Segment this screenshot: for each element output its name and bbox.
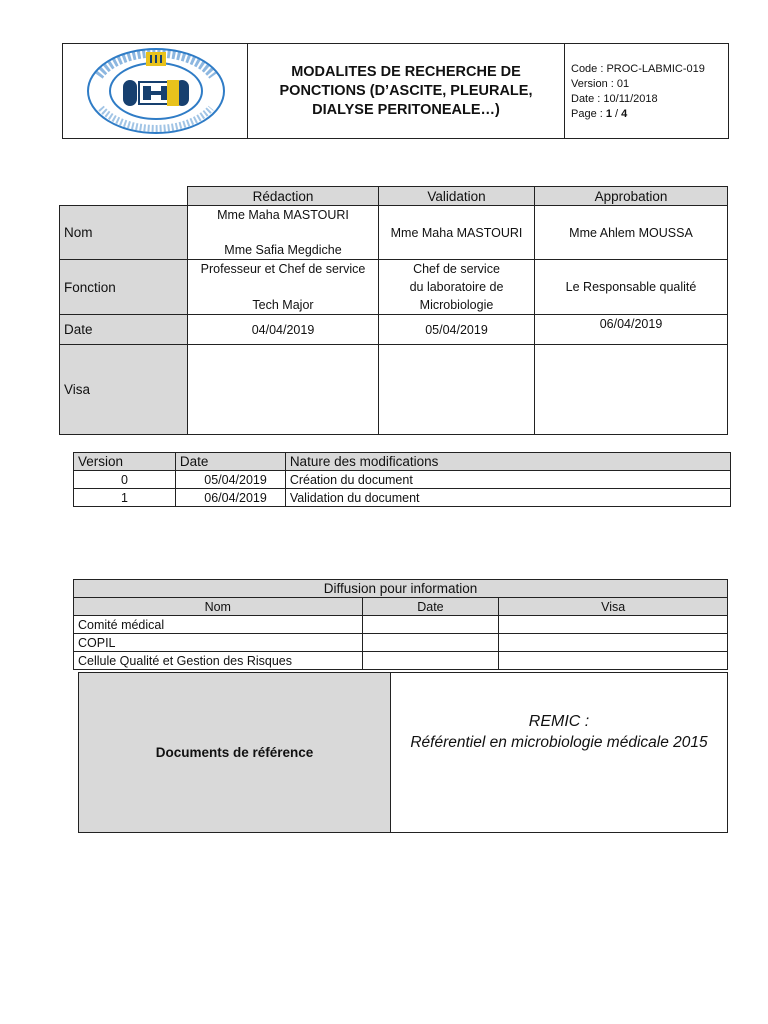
cell-visa-approbation	[535, 345, 728, 435]
document-header	[62, 43, 729, 139]
cell-nom-approbation: Mme Ahlem MOUSSA	[535, 206, 728, 260]
document-title: MODALITES DE RECHERCHE DE PONCTIONS (D’ASCITE, PLEURALE, DIALYSE PERITONEALE…)	[248, 44, 565, 138]
col-nature: Nature des modifications	[285, 453, 730, 471]
reference-text: Référentiel en microbiologie médicale 2015	[410, 734, 708, 751]
table-row: 1 06/04/2019 Validation du document	[74, 489, 731, 507]
diffusion-table	[73, 579, 728, 670]
cell-date-approbation: 06/04/2019	[535, 315, 728, 345]
table-row: Cellule Qualité et Gestion des Risques	[74, 652, 728, 670]
col-approbation: Approbation	[535, 187, 728, 206]
references-label: Documents de référence	[79, 673, 391, 832]
row-label-visa: Visa	[60, 345, 188, 435]
diffusion-title: Diffusion pour information	[74, 580, 728, 598]
document-meta	[565, 44, 728, 138]
row-label-date: Date	[60, 315, 188, 345]
col-version: Version	[74, 453, 176, 471]
references-block	[78, 672, 728, 833]
cell-fonction-validation: Chef de service du laboratoire de Microbiologie	[379, 260, 535, 315]
col-date: Date	[175, 453, 285, 471]
row-label-nom: Nom	[60, 206, 188, 260]
cell-visa-validation	[379, 345, 535, 435]
col-redaction: Rédaction	[188, 187, 379, 206]
col-visa: Visa	[499, 598, 728, 616]
cell-visa-redaction	[188, 345, 379, 435]
doc-version: Version : 01	[571, 78, 630, 90]
cell-date-redaction: 04/04/2019	[188, 315, 379, 345]
version-history-table	[73, 452, 731, 507]
table-row: COPIL	[74, 634, 728, 652]
cell-nom-validation: Mme Maha MASTOURI	[379, 206, 535, 260]
reference-title: REMIC :	[528, 713, 590, 730]
table-row: Comité médical	[74, 616, 728, 634]
cell-date-validation: 05/04/2019	[379, 315, 535, 345]
hospital-logo	[81, 46, 231, 136]
doc-date: Date : 10/11/2018	[571, 93, 658, 105]
cell-fonction-approbation: Le Responsable qualité	[535, 260, 728, 315]
logo-cell	[63, 44, 248, 138]
col-validation: Validation	[379, 187, 535, 206]
cell-fonction-redaction: Professeur et Chef de service Tech Major	[188, 260, 379, 315]
doc-code: Code : PROC-LABMIC-019	[571, 63, 705, 75]
doc-page: Page : 1 / 4	[571, 108, 628, 120]
col-nom: Nom	[74, 598, 363, 616]
cell-nom-redaction: Mme Maha MASTOURI Mme Safia Megdiche	[188, 206, 379, 260]
table-row: 0 05/04/2019 Création du document	[74, 471, 731, 489]
approval-table	[59, 186, 728, 435]
col-date: Date	[362, 598, 499, 616]
references-content	[391, 673, 727, 832]
row-label-fonction: Fonction	[60, 260, 188, 315]
